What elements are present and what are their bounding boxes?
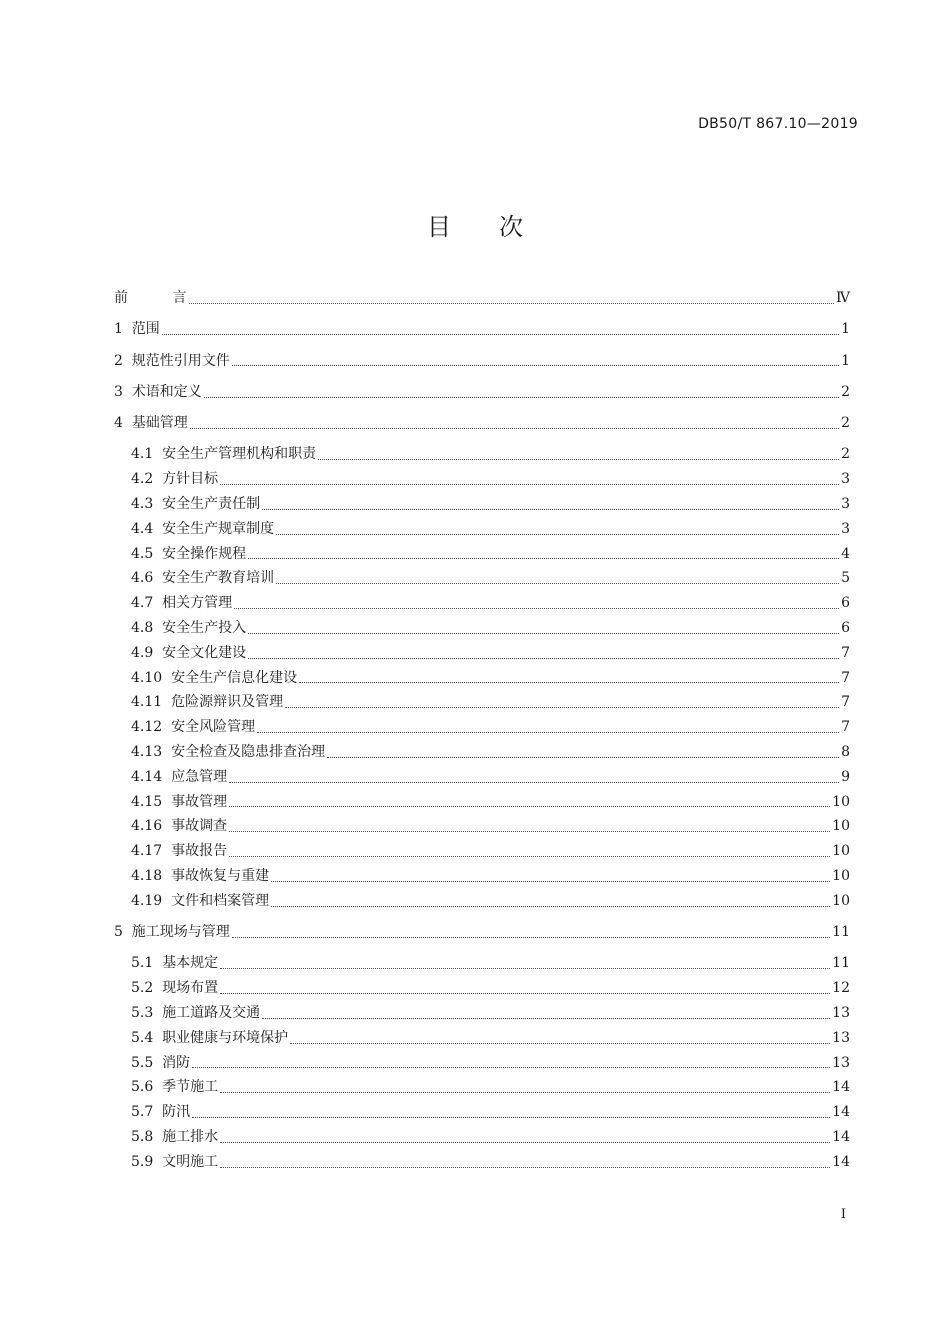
dot-leader [229, 855, 830, 857]
toc-entry-page: 11 [832, 924, 850, 941]
toc-entry[interactable] [114, 349, 850, 374]
dot-leader [234, 607, 839, 609]
dot-leader [318, 458, 839, 460]
toc-entry[interactable] [114, 616, 850, 641]
toc-entry-label: 5.9 文明施工 [131, 1153, 219, 1170]
toc-entry-label: 前 言 [114, 290, 187, 306]
toc-entry-label: 4 基础管理 [114, 415, 188, 432]
toc-entry-page: 2 [841, 383, 850, 400]
toc-entry-page: 14 [832, 1153, 850, 1170]
toc-entry-label: 4.15 事故管理 [131, 793, 228, 810]
dot-leader [229, 781, 839, 783]
toc-entry[interactable] [114, 1026, 850, 1051]
toc-entry[interactable] [114, 666, 850, 691]
toc-entry-label: 4.2 方针目标 [131, 471, 219, 488]
dot-leader [189, 302, 834, 304]
toc-entry[interactable] [114, 864, 850, 889]
toc-entry-label: 4.3 安全生产责任制 [131, 496, 261, 513]
toc-entry-label: 4.7 相关方管理 [131, 595, 233, 612]
toc-entry[interactable] [114, 765, 850, 790]
dot-leader [248, 632, 839, 634]
toc-entry[interactable] [114, 1125, 850, 1150]
toc-entry[interactable] [114, 976, 850, 1001]
toc-entry-page: 1 [841, 352, 850, 369]
toc-entry-page: 8 [841, 744, 850, 761]
dot-leader [276, 533, 839, 535]
table-of-contents [114, 286, 850, 1175]
toc-entry[interactable] [114, 790, 850, 815]
toc-entry-page: 5 [841, 570, 850, 587]
toc-entry-page: 14 [832, 1129, 850, 1145]
toc-entry[interactable] [114, 517, 850, 542]
toc-entry-label: 4.13 安全检查及隐患排查治理 [131, 744, 326, 761]
toc-entry[interactable] [114, 566, 850, 591]
dot-leader [220, 483, 839, 485]
toc-entry[interactable] [114, 889, 850, 914]
toc-entry[interactable] [114, 641, 850, 666]
toc-entry-label: 5.8 施工排水 [131, 1129, 219, 1145]
toc-entry-page: 7 [841, 669, 850, 686]
toc-entry-page: 2 [841, 446, 850, 463]
toc-entry-page: 13 [832, 1029, 850, 1046]
dot-leader [232, 936, 830, 938]
toc-entry-page: 1 [841, 321, 850, 338]
toc-entry[interactable] [114, 715, 850, 740]
toc-entry-page: 13 [832, 1005, 850, 1022]
toc-entry[interactable] [114, 380, 850, 405]
toc-entry-label: 4.19 文件和档案管理 [131, 892, 270, 909]
dot-leader [262, 1017, 830, 1019]
toc-entry[interactable] [114, 1051, 850, 1076]
toc-entry[interactable] [114, 920, 850, 945]
dot-leader [229, 830, 830, 832]
toc-entry-page: 11 [832, 955, 850, 972]
toc-entry-page: 3 [841, 496, 850, 513]
dot-leader [162, 333, 839, 335]
toc-entry-label: 4.8 安全生产投入 [131, 620, 247, 637]
dot-leader [229, 805, 830, 807]
toc-entry-label: 4.12 安全风险管理 [131, 719, 256, 736]
dot-leader [248, 657, 839, 659]
toc-entry-page: 7 [841, 644, 850, 661]
toc-entry[interactable] [114, 690, 850, 715]
toc-entry[interactable] [114, 1100, 850, 1125]
toc-entry-label: 4.10 安全生产信息化建设 [131, 669, 298, 686]
dot-leader [220, 967, 830, 969]
dot-leader [276, 582, 839, 584]
page-title: 目次 [427, 213, 571, 241]
toc-entry-label: 4.9 安全文化建设 [131, 644, 247, 661]
dot-leader [262, 508, 839, 510]
toc-entry[interactable] [114, 492, 850, 517]
toc-entry[interactable] [114, 740, 850, 765]
dot-leader [220, 992, 830, 994]
toc-entry-page: 10 [832, 818, 850, 835]
toc-entry[interactable] [114, 411, 850, 436]
toc-entry-label: 4.5 安全操作规程 [131, 545, 247, 562]
toc-entry[interactable] [114, 1075, 850, 1100]
toc-entry[interactable] [114, 1150, 850, 1175]
page-number: I [840, 1207, 846, 1222]
toc-entry-label: 4.11 危险源辩识及管理 [131, 694, 284, 711]
toc-entry[interactable] [114, 591, 850, 616]
dot-leader [220, 1166, 830, 1168]
dot-leader [220, 1091, 830, 1093]
toc-entry-page: Ⅳ [836, 290, 850, 306]
toc-entry[interactable] [114, 286, 850, 311]
toc-entry-page: 14 [832, 1104, 850, 1121]
toc-entry-page: 4 [841, 545, 850, 562]
toc-entry-label: 4.6 安全生产教育培训 [131, 570, 275, 587]
dot-leader [327, 756, 839, 758]
toc-entry-page: 3 [841, 520, 850, 537]
toc-entry-page: 9 [841, 768, 850, 785]
toc-entry[interactable] [114, 542, 850, 567]
dot-leader [257, 731, 839, 733]
toc-entry-label: 4.1 安全生产管理机构和职责 [131, 446, 317, 463]
toc-entry-label: 4.14 应急管理 [131, 768, 228, 785]
toc-entry-label: 5.3 施工道路及交通 [131, 1005, 261, 1022]
toc-entry-label: 5.4 职业健康与环境保护 [131, 1029, 289, 1046]
toc-entry-page: 10 [832, 892, 850, 909]
toc-entry[interactable] [114, 467, 850, 492]
toc-entry-label: 4.17 事故报告 [131, 843, 228, 860]
toc-entry-page: 7 [841, 719, 850, 736]
toc-entry-label: 4.4 安全生产规章制度 [131, 520, 275, 537]
toc-entry-page: 10 [832, 843, 850, 860]
toc-entry[interactable] [114, 1001, 850, 1026]
toc-entry-page: 10 [832, 868, 850, 885]
toc-entry-label: 4.18 事故恢复与重建 [131, 868, 270, 885]
toc-entry[interactable] [114, 814, 850, 839]
toc-entry-label: 2 规范性引用文件 [114, 352, 230, 369]
toc-entry-label: 3 术语和定义 [114, 383, 202, 400]
toc-entry-label: 4.16 事故调查 [131, 818, 228, 835]
toc-entry-page: 7 [841, 694, 850, 711]
dot-leader [220, 1141, 830, 1143]
toc-entry-page: 13 [832, 1054, 850, 1071]
toc-entry-page: 10 [832, 793, 850, 810]
dot-leader [271, 880, 830, 882]
toc-entry-page: 14 [832, 1079, 850, 1096]
dot-leader [290, 1042, 830, 1044]
toc-entry-label: 5.2 现场布置 [131, 980, 219, 997]
toc-entry[interactable] [114, 442, 850, 467]
toc-entry-page: 3 [841, 471, 850, 488]
dot-leader [192, 1116, 830, 1118]
toc-entry-page: 6 [841, 595, 850, 612]
dot-leader [192, 1066, 830, 1068]
toc-entry-page: 2 [841, 415, 850, 432]
toc-entry[interactable] [114, 951, 850, 976]
dot-leader [190, 427, 839, 429]
toc-entry[interactable] [114, 317, 850, 342]
toc-entry-page: 12 [832, 980, 850, 997]
dot-leader [271, 905, 830, 907]
dot-leader [248, 557, 839, 559]
toc-entry-page: 6 [841, 620, 850, 637]
toc-entry-label: 5.1 基本规定 [131, 955, 219, 972]
toc-entry-label: 5 施工现场与管理 [114, 924, 230, 941]
standard-code: DB50/T 867.10—2019 [698, 116, 858, 132]
toc-entry[interactable] [114, 839, 850, 864]
dot-leader [299, 681, 839, 683]
dot-leader [285, 706, 839, 708]
dot-leader [232, 364, 839, 366]
dot-leader [204, 396, 839, 398]
toc-entry-label: 5.5 消防 [131, 1054, 191, 1071]
toc-entry-label: 1 范围 [114, 321, 160, 338]
toc-entry-label: 5.6 季节施工 [131, 1079, 219, 1096]
toc-entry-label: 5.7 防汛 [131, 1104, 191, 1121]
